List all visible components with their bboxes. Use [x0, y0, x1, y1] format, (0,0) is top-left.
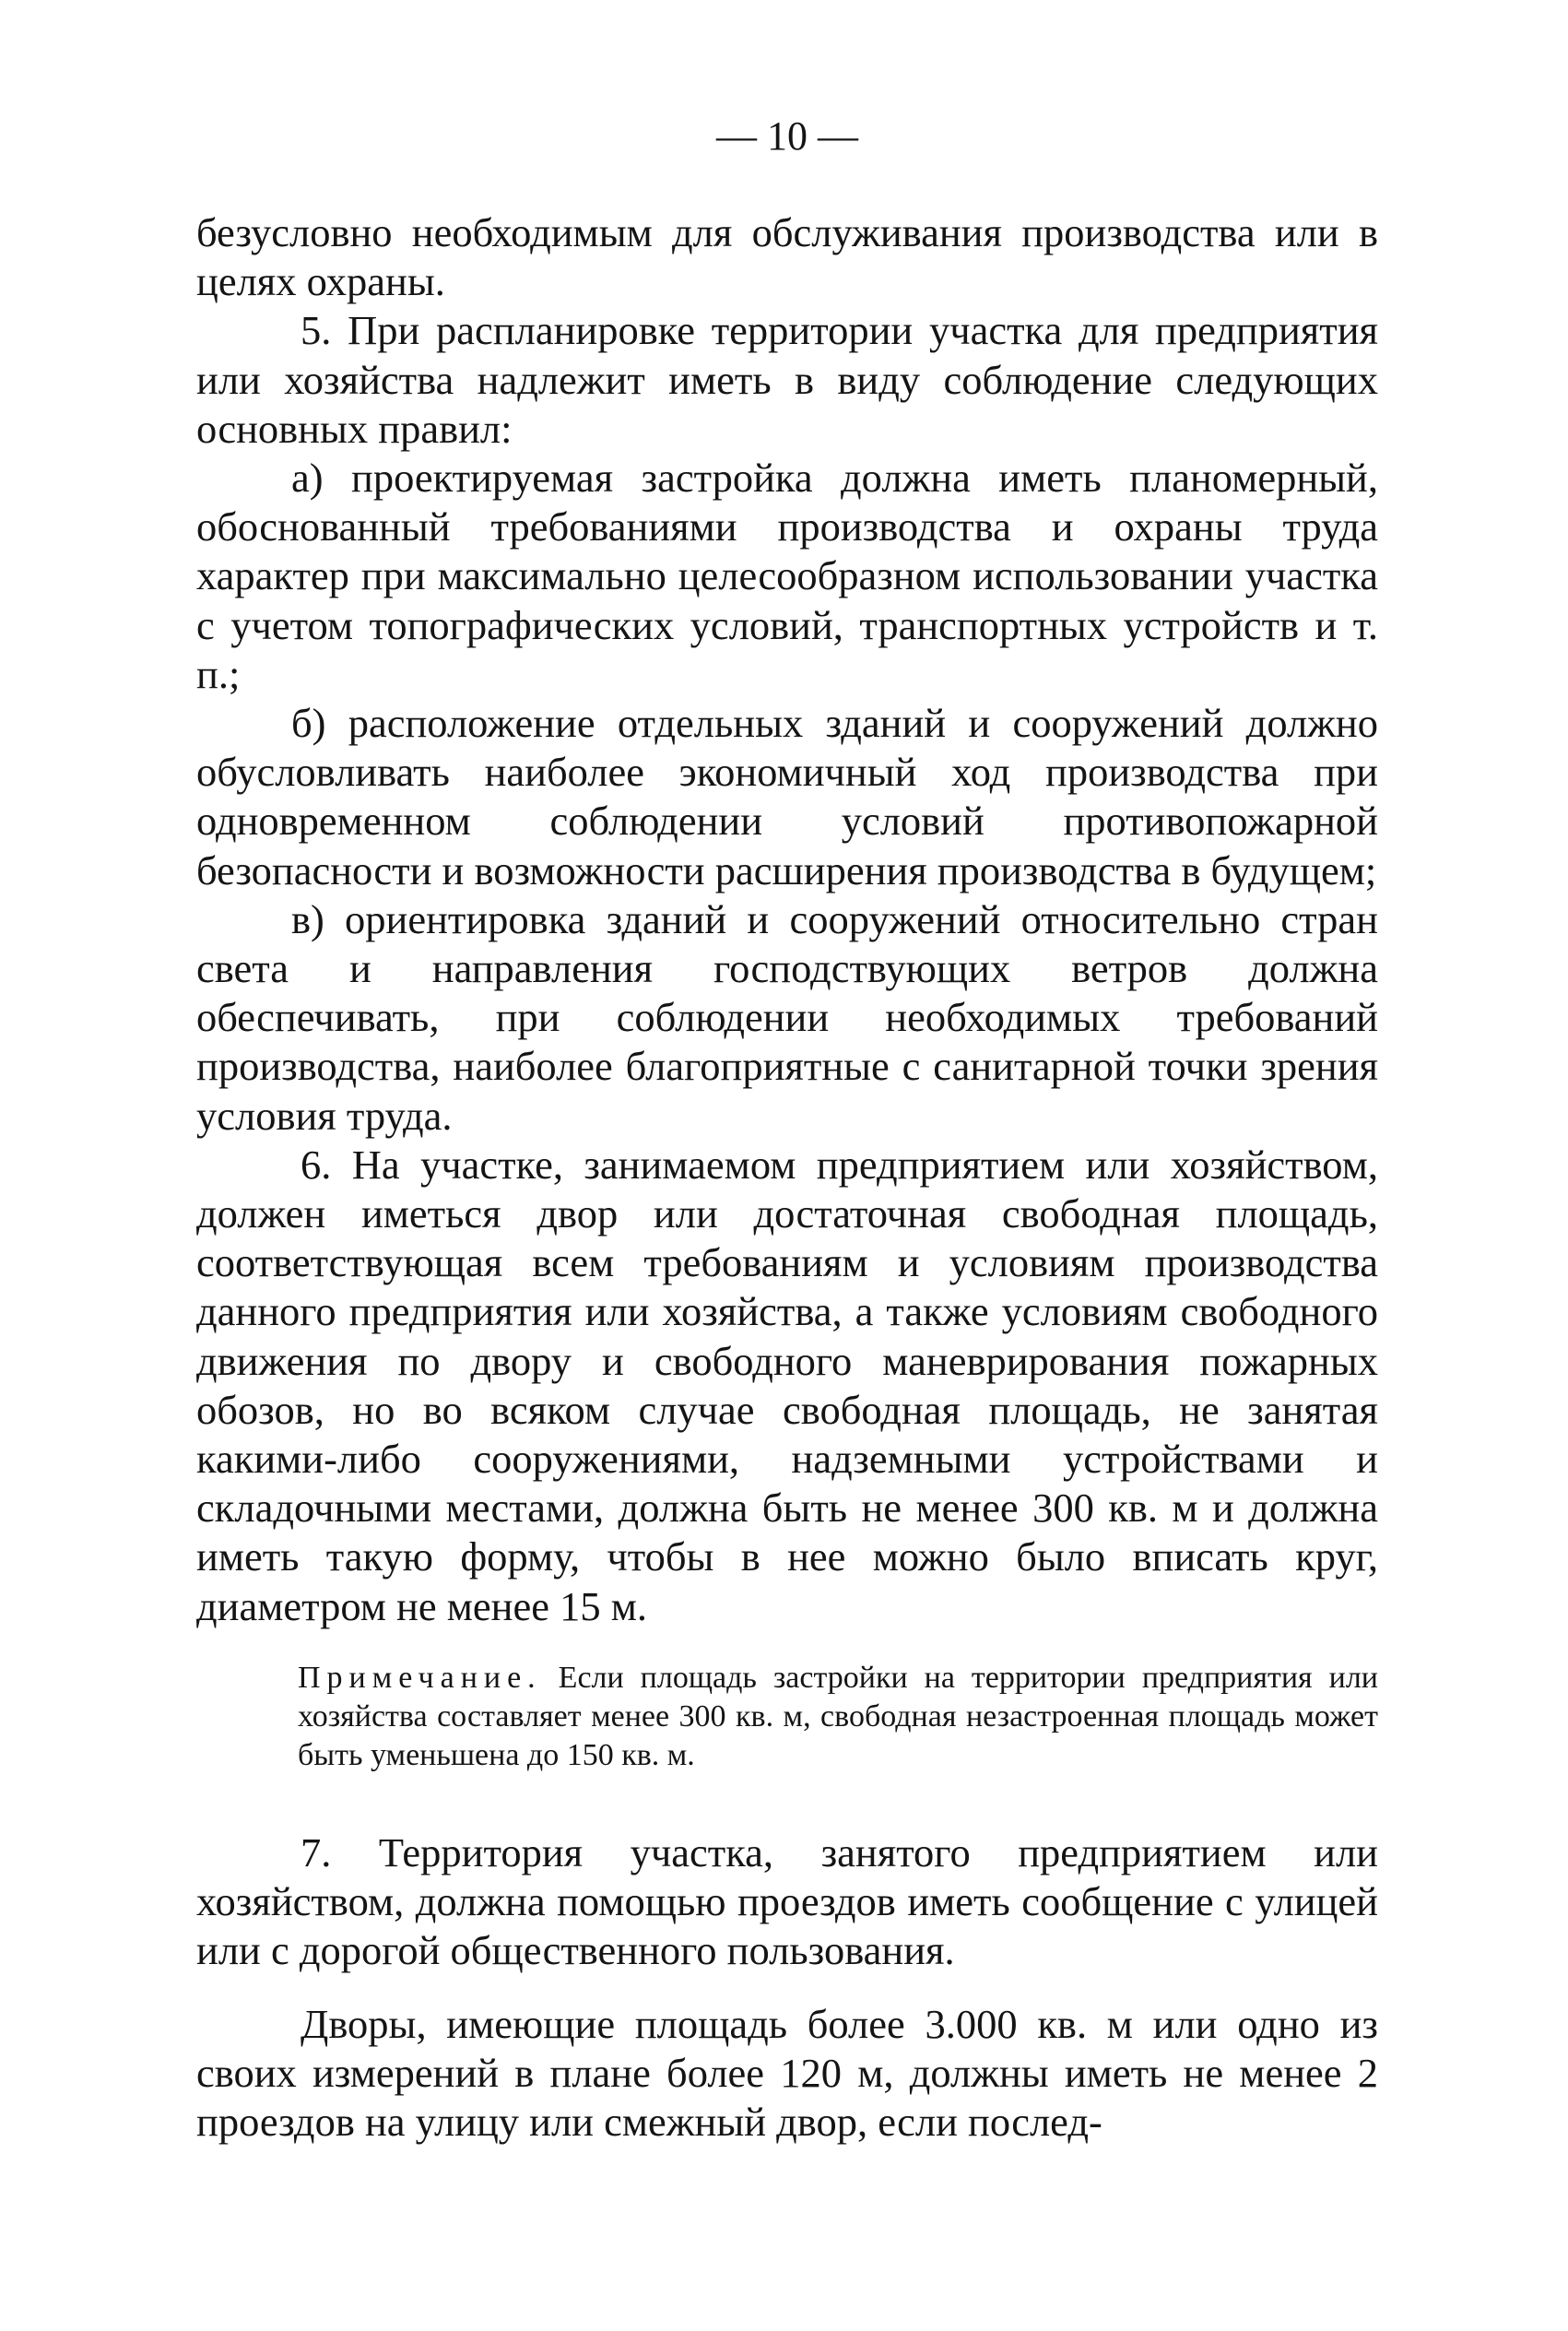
paragraph-yards: Дворы, имеющие площадь более 3.000 кв. м или одно из своих измерений в плане более 120 м, должны иметь не менее 2 проездов на улицу или смежный двор, если послед- [196, 2000, 1378, 2145]
paragraph-item-5: 5. При распланировке территории участка для предприятия или хозяйства надлежит иметь в виду соблюдение следующих основных правил: [196, 307, 1378, 452]
paragraph-item-5a: а) проектируемая застройка должна иметь планомерный, обоснованный требованиями производства и охраны труда характер при максимально целесообразном использовании участка с учетом топографических условий, транспортных устройств и т. п.; [196, 455, 1378, 697]
note [298, 1659, 1378, 1775]
document-page [196, 109, 1378, 2285]
paragraph-item-6: 6. На участке, занимаемом предприятием или хозяйством, должен иметься двор или достаточная свободная площадь, соответствующая всем требованиям и условиям производства данного предприятия или хозяйства, а также условиям свободного движения по двору и свободного маневрирования пожарных обозов, но во всяком случае свободная площадь, не занятая какими-либо сооружениями, надземными устройствами и складочными местами, должна быть не менее 300 кв. м и должна иметь такую форму, чтобы в нее можно было вписать круг, диаметром не менее 15 м. [196, 1141, 1378, 1629]
note-label: Примечание. [298, 1660, 542, 1695]
note-text: Если площадь застройки на территории предприятия или хозяйства составляет менее 300 кв. м, свободная незастроенная площадь может быть уменьшена до 150 кв. м. [298, 1660, 1378, 1772]
paragraph-item-7: 7. Территория участка, занятого предприятием или хозяйством, должна помощью проездов иметь сообщение с улицей или с дорогой общественного пользования. [196, 1828, 1378, 1974]
paragraph-item-5b: б) расположение отдельных зданий и сооружений должно обусловливать наиболее экономичный ход производства при одновременном соблюдении условий противопожарной безопасности и возможности расширения производства в будущем; [196, 700, 1378, 893]
page-number: — 10 — [716, 113, 858, 159]
paragraph-item-5v: в) ориентировка зданий и сооружений относительно стран света и направления господствующих ветров должна обеспечивать, при соблюдении необходимых требований производства, наиболее благоприятные с санитарной точки зрения условия труда. [196, 895, 1378, 1139]
paragraph-continuation: безусловно необходимым для обслуживания производства или в целях охраны. [196, 209, 1378, 305]
